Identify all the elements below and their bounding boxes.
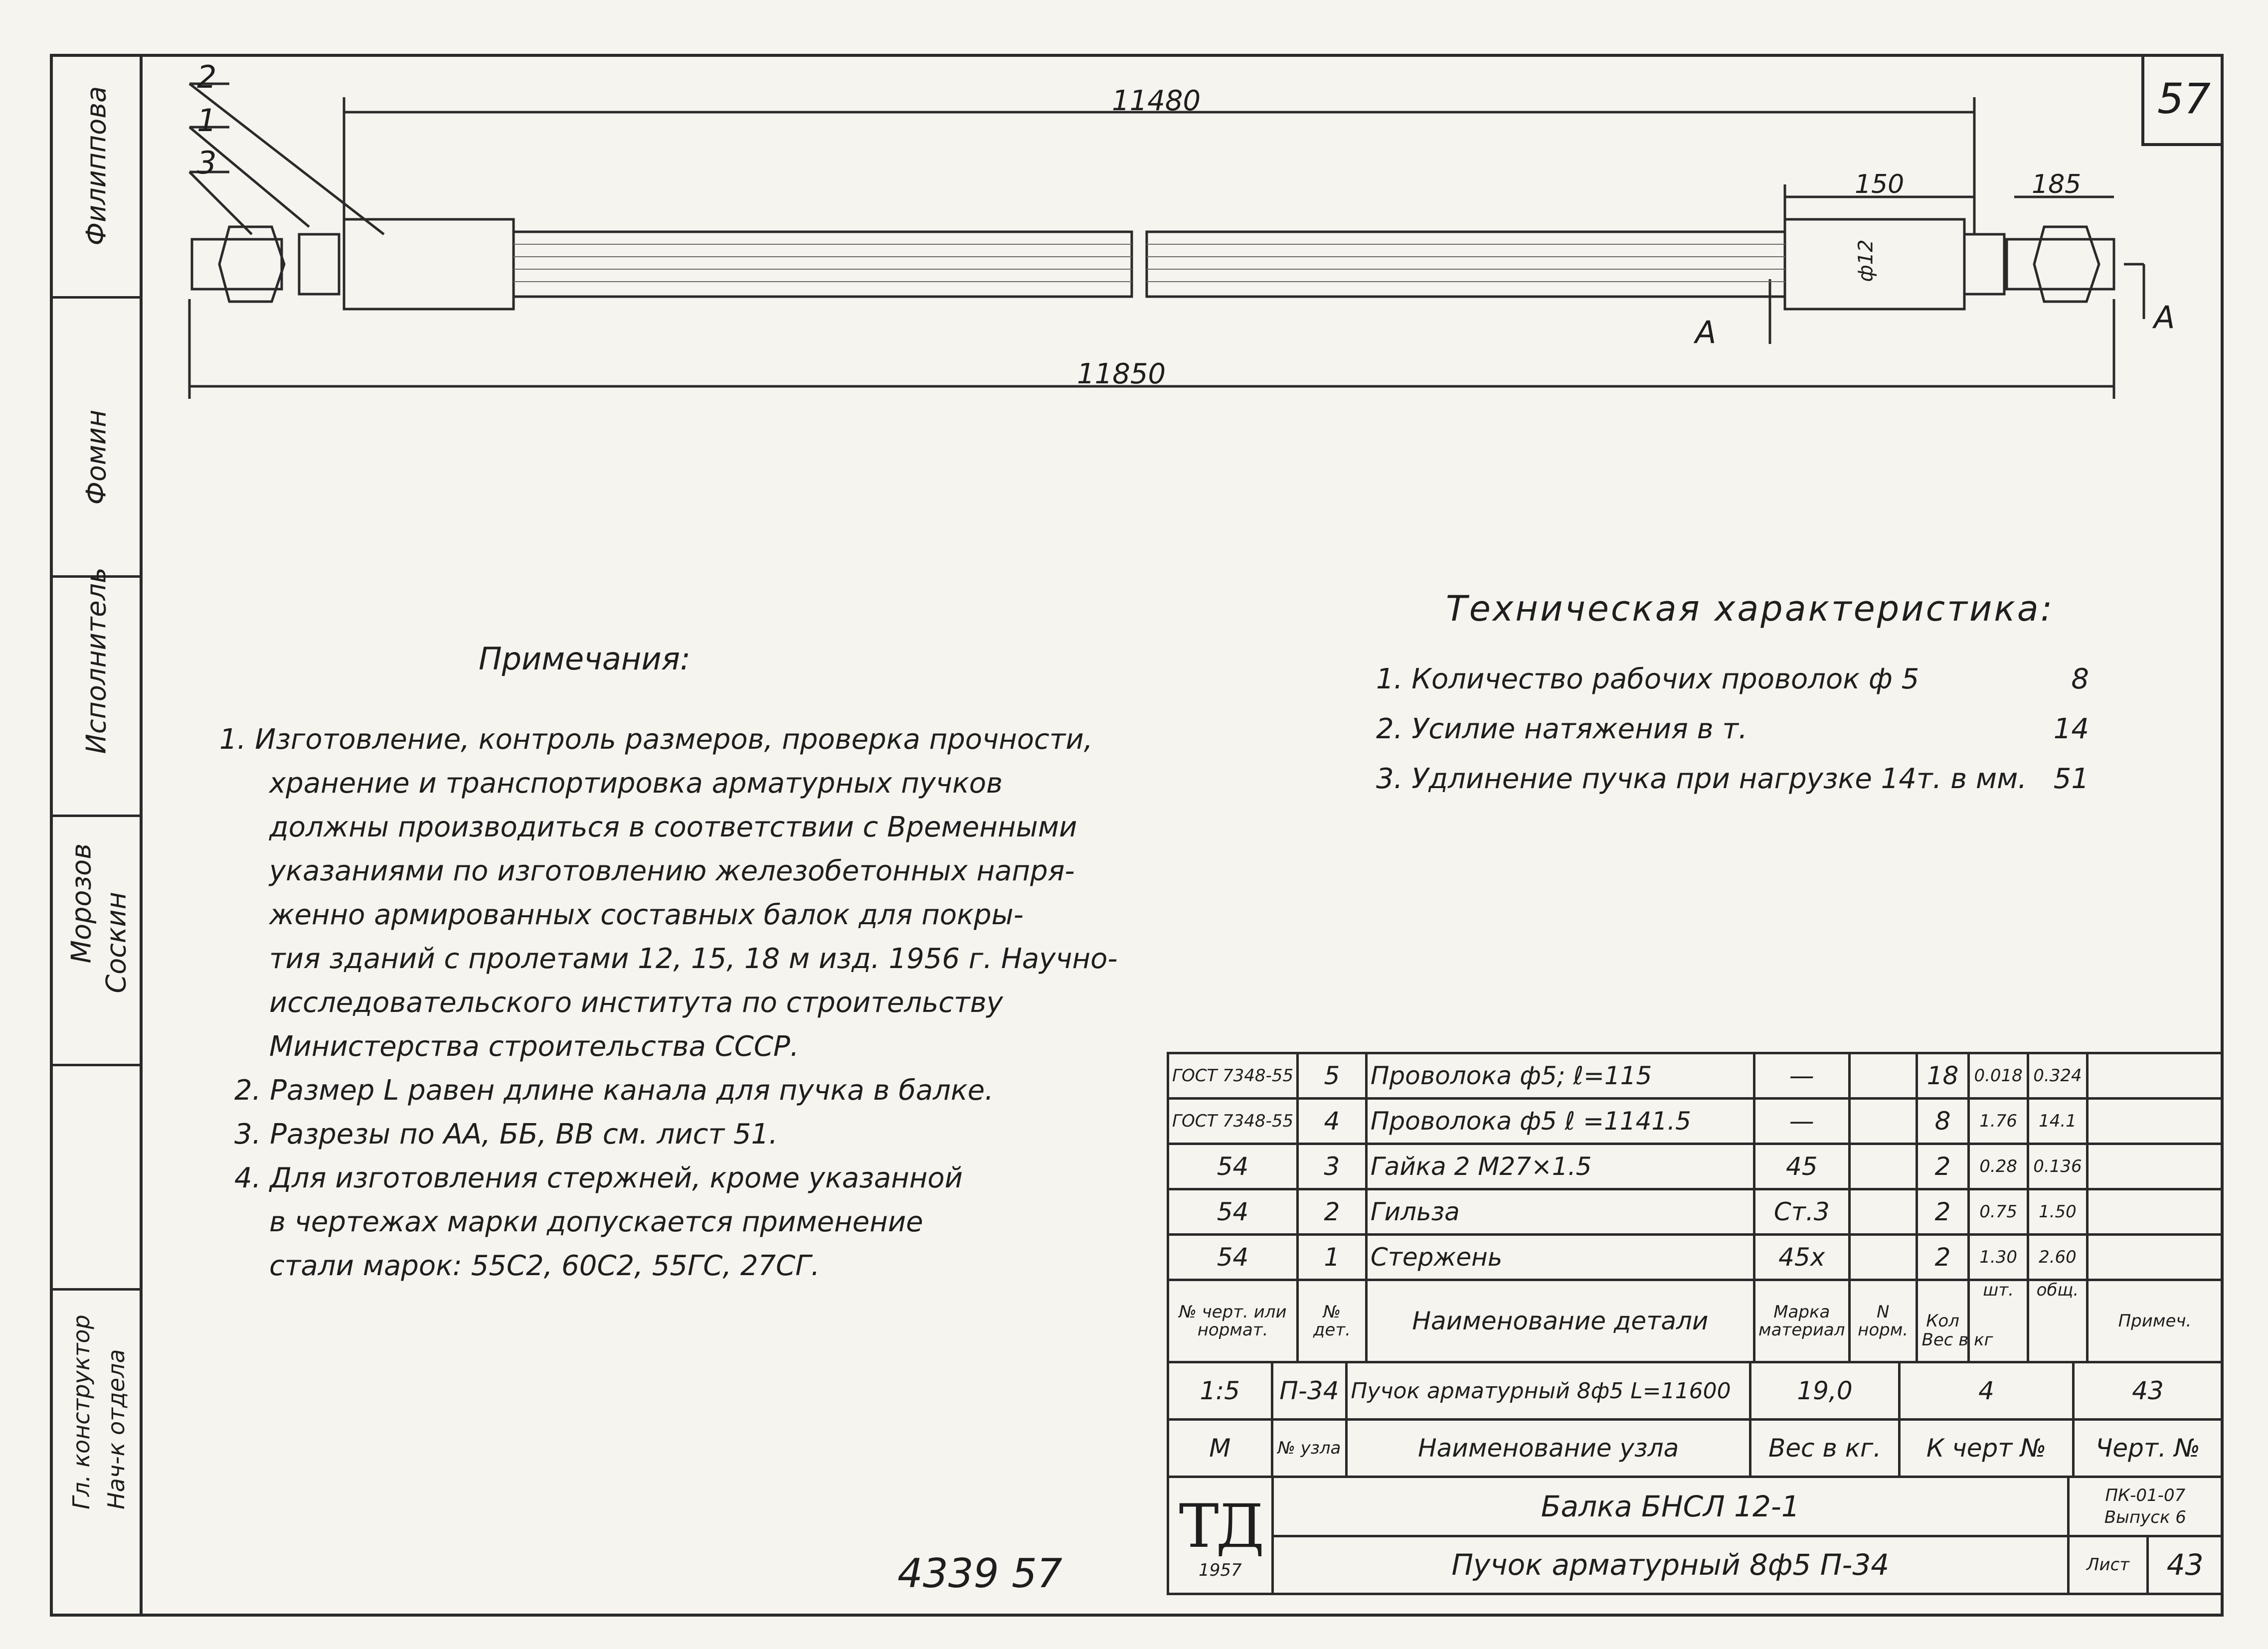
section-mark: А bbox=[1695, 314, 1717, 350]
notes-title: Примечания: bbox=[479, 641, 691, 677]
note-line: стали марок: 55С2, 60С2, 55ГС, 27СГ. bbox=[269, 1250, 820, 1282]
table-header-row bbox=[1168, 1420, 2223, 1477]
notes-list bbox=[219, 718, 1118, 1288]
tech-label: 3. Удлинение пучка при нагрузке 14т. в мм. bbox=[1376, 763, 2027, 795]
signature-name: Нач-к отдела bbox=[103, 1349, 130, 1509]
cell-qty: 8 bbox=[1917, 1099, 1968, 1144]
tech-title: Техническая характеристика: bbox=[1446, 588, 2055, 629]
node-scale: 1:5 bbox=[1168, 1362, 1272, 1420]
cell-norm bbox=[1849, 1099, 1917, 1144]
cell-qty: 2 bbox=[1917, 1189, 1968, 1235]
table-row bbox=[1168, 1144, 2223, 1189]
cell-norm bbox=[1849, 1235, 1917, 1280]
washer-right bbox=[1964, 234, 2004, 294]
node-code: П-34 bbox=[1272, 1362, 1347, 1420]
cell-name: Гайка 2 М27×1.5 bbox=[1366, 1144, 1754, 1189]
cell-pos: 3 bbox=[1298, 1144, 1367, 1189]
note-line: женно армированных составных балок для покры- bbox=[269, 899, 1024, 931]
cell-mark: 45 bbox=[1754, 1144, 1849, 1189]
section-mark: А bbox=[2154, 299, 2175, 335]
header-name: Наименование детали bbox=[1366, 1280, 1754, 1362]
cell-mark: — bbox=[1754, 1099, 1849, 1144]
tech-value: 8 bbox=[2071, 663, 2089, 695]
dimension-sleeve: 150 bbox=[1855, 169, 1905, 199]
title-code: ПК-01-07 bbox=[2105, 1485, 2186, 1505]
cell-norm bbox=[1849, 1189, 1917, 1235]
table-header-row bbox=[1168, 1280, 2223, 1362]
title-line-1: Балка БНСЛ 12-1 bbox=[1272, 1477, 2068, 1536]
cell-note bbox=[2087, 1144, 2222, 1189]
cell-mark: Ст.3 bbox=[1754, 1189, 1849, 1235]
header-pos: № дет. bbox=[1298, 1280, 1367, 1362]
sheet-number: 57 bbox=[2141, 54, 2224, 146]
node-header-name: Наименование узла bbox=[1347, 1420, 1750, 1477]
note-line: хранение и транспортировка арматурных пучков bbox=[269, 767, 1003, 800]
title-issue: Выпуск 6 bbox=[2104, 1507, 2186, 1527]
cell-w-total: 2.60 bbox=[2028, 1235, 2088, 1280]
tech-row bbox=[1376, 763, 2089, 813]
cell-note bbox=[2087, 1235, 2222, 1280]
note-line: Министерства строительства СССР. bbox=[269, 1030, 799, 1063]
cell-qty: 2 bbox=[1917, 1235, 1968, 1280]
tech-label: 2. Усилие натяжения в т. bbox=[1376, 713, 1747, 745]
note-line: 3. Разрезы по АА, ББ, ВВ см. лист 51. bbox=[234, 1118, 778, 1151]
parts-table bbox=[1167, 1052, 2224, 1363]
note-line: тия зданий с пролетами 12, 15, 18 м изд. 1956 г. Научно- bbox=[269, 943, 1118, 975]
note-line: должны производиться в соответствии с Временными bbox=[269, 811, 1077, 843]
header-mark: Марка материал bbox=[1754, 1280, 1849, 1362]
dimension-total: 11480 bbox=[1112, 85, 1201, 117]
note-line: 4. Для изготовления стержней, кроме указанной bbox=[234, 1162, 963, 1194]
sheet-label: Лист bbox=[2068, 1536, 2148, 1594]
cell-w-total: 0.136 bbox=[2028, 1144, 2088, 1189]
header-w-unit: шт. bbox=[1969, 1280, 2028, 1362]
cell-ref: 54 bbox=[1168, 1235, 1298, 1280]
cell-qty: 18 bbox=[1917, 1053, 1968, 1099]
table-row bbox=[1168, 1053, 2223, 1099]
strip-divider bbox=[53, 815, 140, 817]
washer-left bbox=[299, 234, 339, 294]
title-row bbox=[1168, 1477, 2223, 1536]
cell-ref: 54 bbox=[1168, 1189, 1298, 1235]
cell-mark: 45х bbox=[1754, 1235, 1849, 1280]
title-row bbox=[1168, 1536, 2223, 1594]
table-row bbox=[1168, 1099, 2223, 1144]
sleeve-left bbox=[344, 219, 514, 309]
node-header-weight: Вес в кг. bbox=[1750, 1420, 1899, 1477]
note-line: исследовательского института по строительству bbox=[269, 987, 1003, 1019]
signature-name: Морозов bbox=[65, 843, 97, 964]
organization-logo: ТД bbox=[1179, 1491, 1262, 1561]
cell-pos: 5 bbox=[1298, 1053, 1367, 1099]
strip-divider bbox=[53, 1288, 140, 1291]
table-row bbox=[1168, 1362, 2223, 1420]
node-header-scale: М bbox=[1168, 1420, 1272, 1477]
tech-row bbox=[1376, 663, 2089, 713]
header-note: Примеч. bbox=[2087, 1280, 2222, 1362]
cell-ref: 54 bbox=[1168, 1144, 1298, 1189]
wire-bundle bbox=[514, 232, 1132, 297]
node-ref-drawing: 4 bbox=[1900, 1362, 2074, 1420]
signature-name: Исполнитель bbox=[80, 567, 112, 754]
cell-w-unit: 0.75 bbox=[1969, 1189, 2028, 1235]
cell-qty: 2 bbox=[1917, 1144, 1968, 1189]
header-ref: № черт. или нормат. bbox=[1168, 1280, 1298, 1362]
cell-w-unit: 0.28 bbox=[1969, 1144, 2028, 1189]
cell-pos: 1 bbox=[1298, 1235, 1367, 1280]
node-table bbox=[1167, 1361, 2224, 1478]
cell-w-total: 0.324 bbox=[2028, 1053, 2088, 1099]
note-line: в чертежах марки допускается применение bbox=[269, 1206, 923, 1238]
dimension-end: 185 bbox=[2032, 169, 2082, 199]
signature-name: Филиппова bbox=[80, 86, 112, 246]
tech-value: 51 bbox=[2053, 763, 2089, 795]
signature-name: Гл. конструктор bbox=[68, 1315, 95, 1509]
cell-ref: ГОСТ 7348-55 bbox=[1168, 1053, 1298, 1099]
cell-pos: 4 bbox=[1298, 1099, 1367, 1144]
title-code-cell bbox=[2068, 1477, 2222, 1536]
position-label: 3 bbox=[197, 145, 217, 181]
leader-line bbox=[189, 172, 252, 234]
wire-bundle bbox=[1147, 232, 1785, 297]
tech-list bbox=[1376, 663, 2089, 813]
tech-row bbox=[1376, 713, 2089, 763]
cell-name: Проволока ф5 ℓ =1141.5 bbox=[1366, 1099, 1754, 1144]
cell-note bbox=[2087, 1099, 2222, 1144]
node-weight: 19,0 bbox=[1750, 1362, 1899, 1420]
note-line: 2. Размер L равен длине канала для пучка в балке. bbox=[234, 1074, 994, 1107]
header-w-total: общ. bbox=[2028, 1280, 2088, 1362]
position-label: 2 bbox=[197, 59, 217, 95]
signature-name: Фомин bbox=[80, 409, 112, 505]
cell-w-unit: 0.018 bbox=[1969, 1053, 2028, 1099]
node-header-ref-drawing: К черт № bbox=[1900, 1420, 2074, 1477]
title-line-2: Пучок арматурный 8ф5 П-34 bbox=[1272, 1536, 2068, 1594]
note-line: 1. Изготовление, контроль размеров, проверка прочности, bbox=[219, 723, 1093, 756]
title-year: 1957 bbox=[1199, 1560, 1242, 1580]
header-weight: Вес в кг bbox=[1921, 1330, 1993, 1350]
node-header-code: № узла bbox=[1272, 1420, 1347, 1477]
tech-label: 1. Количество рабочих проволок ф 5 bbox=[1376, 663, 1919, 695]
header-norm: N норм. bbox=[1849, 1280, 1917, 1362]
specification-table bbox=[1167, 1052, 2224, 1617]
sheet-value: 43 bbox=[2148, 1536, 2223, 1594]
cell-norm bbox=[1849, 1144, 1917, 1189]
leader-line bbox=[189, 84, 384, 234]
cell-mark: — bbox=[1754, 1053, 1849, 1099]
cell-name: Стержень bbox=[1366, 1235, 1754, 1280]
cell-name: Проволока ф5; ℓ=115 bbox=[1366, 1053, 1754, 1099]
archive-number: 4339 57 bbox=[897, 1550, 1062, 1597]
cell-ref: ГОСТ 7348-55 bbox=[1168, 1099, 1298, 1144]
diameter-label: ф12 bbox=[1854, 239, 1878, 282]
rod-end-left bbox=[192, 239, 282, 289]
tech-value: 14 bbox=[2053, 713, 2089, 745]
header-qty: Кол bbox=[1917, 1280, 1968, 1362]
cell-name: Гильза bbox=[1366, 1189, 1754, 1235]
table-row bbox=[1168, 1189, 2223, 1235]
cell-w-total: 1.50 bbox=[2028, 1189, 2088, 1235]
node-header-drawing-no: Черт. № bbox=[2073, 1420, 2222, 1477]
cell-note bbox=[2087, 1053, 2222, 1099]
node-drawing-no: 43 bbox=[2073, 1362, 2222, 1420]
strip-divider bbox=[53, 1064, 140, 1066]
cell-w-total: 14.1 bbox=[2028, 1099, 2088, 1144]
dimension-full: 11850 bbox=[1077, 358, 1166, 390]
note-line: указаниями по изготовлению железобетонных напря- bbox=[269, 855, 1075, 887]
cell-w-unit: 1.30 bbox=[1969, 1235, 2028, 1280]
cell-w-unit: 1.76 bbox=[1969, 1099, 2028, 1144]
cell-pos: 2 bbox=[1298, 1189, 1367, 1235]
signature-name: Соскин bbox=[100, 892, 132, 993]
cell-norm bbox=[1849, 1053, 1917, 1099]
title-block bbox=[1167, 1476, 2224, 1595]
position-label: 1 bbox=[197, 102, 217, 139]
table-row bbox=[1168, 1235, 2223, 1280]
title-logo-cell bbox=[1168, 1477, 1273, 1594]
node-name: Пучок арматурный 8ф5 L=11600 bbox=[1347, 1362, 1750, 1420]
cell-note bbox=[2087, 1189, 2222, 1235]
